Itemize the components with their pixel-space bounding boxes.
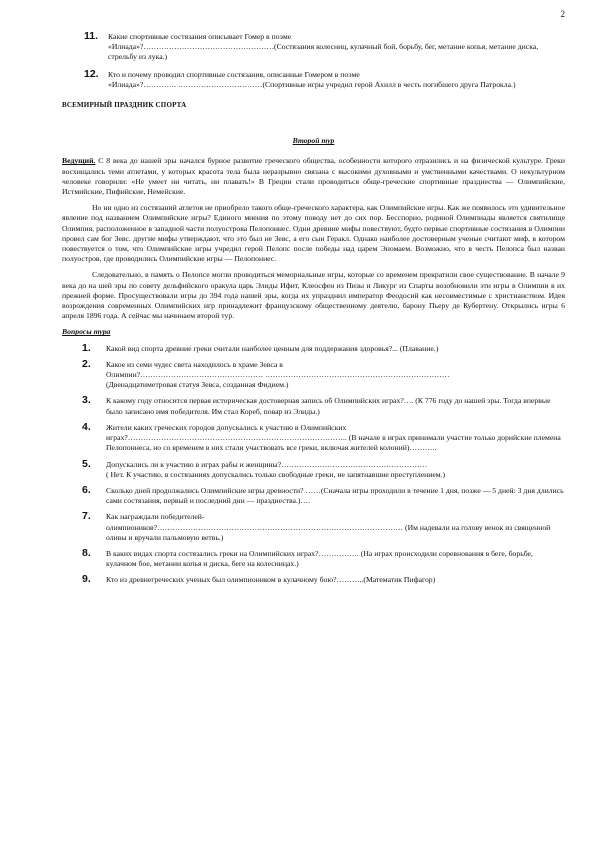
question-line: «Илиада»?…………. ……………………………(Спортивные игры учредил герой Ахилл в честь погибшего друга Патрокла.) xyxy=(108,79,516,89)
question-item xyxy=(82,512,565,543)
question-item xyxy=(84,32,565,63)
question-item xyxy=(82,483,565,506)
question-list xyxy=(82,341,565,586)
question-line: Сколько дней продолжались Олимпийские игры древности? ……(Сначала игры проходили в течение 1 дня, позже — 5 дней: 3 дня длились сами состязания, первый и последний дни — празднества.)…. xyxy=(106,485,564,506)
question-number: 8. xyxy=(82,546,91,559)
question-line: Какие спортивные состязания описывает Гомер в поэме xyxy=(108,32,292,41)
question-line: Какое из семи чудес света находилось в храме Зевса в xyxy=(106,359,283,369)
question-item xyxy=(82,575,565,585)
question-number: 1. xyxy=(82,341,91,354)
top-question-list xyxy=(62,32,565,90)
question-line: Кто и почему проводил спортивные состязания, описанные Гомером в поэме xyxy=(108,69,360,79)
question-item xyxy=(82,341,565,354)
question-number: 2. xyxy=(82,357,91,370)
question-number: 3. xyxy=(82,394,91,407)
question-number: 7. xyxy=(82,510,91,523)
question-line: олимпиоников?…………………………………………………………………………………… (Им надевали на голову венок из священной оливы и вручали пальмовую ветвь.) xyxy=(106,522,551,542)
question-line: Какой вид спорта древние греки считали наиболее ценным для поддержания здоровья?... (Плавание.) xyxy=(106,343,439,353)
question-number: 5. xyxy=(82,457,91,470)
question-line: Как награждали победителей- xyxy=(106,512,205,522)
questions-heading: Вопросы тура xyxy=(62,327,111,337)
question-line: Кто из древнегреческих ученых был олимпиоником в кулачному бою?………..(Математик Пифагор) xyxy=(106,575,436,585)
paragraph xyxy=(62,156,565,197)
question-item xyxy=(82,396,565,416)
question-line: В каких видах спорта состязались греки на Олимпийских играх?……………. (На играх происходили соревнования в беге, борьбе, кулачном бое, метании копья и диска, беге на колесницах.) xyxy=(106,548,533,569)
lead-label: Ведущий. xyxy=(62,156,96,166)
question-line: «Илиада»?……………………………………………(Состязания колесниц, кулачный бой, борьбу, бег, метание копья, метание диска, стрельбу из лука.) xyxy=(108,42,539,62)
paragraph: Следовательно, в память о Пелопсе могли проводиться мемориальные игры, которые со временем прекратили свое существование. В начале 9 века до на шей эры по совету дельфийского оракула царь Элиды Ифит, Клеосфен из Пизы и Ликург из Спарты возобновили эти игры в Олимпии в их прежней форме. Просуществовали игры до 394 года нашей эры, когда их упразднил император Феодосий как несовместимые с христианством. Идея возрождения современных Олимпийских игр принадлежит французскому общественному деятелю, барону Пьеру де Кубертену. Открылись игры 6 апреля 1896 года. А сейчас мы начинаем второй тур. xyxy=(62,270,565,321)
question-item xyxy=(82,546,565,569)
question-line: Допускались ли к участию в играх рабы и женщины?………………………………………………… xyxy=(106,459,428,469)
question-line: К какому году относится первая историческая достоверная запись об Олимпийских играх?…. (К 776 году до нашей эры. Тогда впервые было записано имя победителя. Им стал Кореб, повар из Элиды.) xyxy=(106,396,551,416)
question-number: 11. xyxy=(84,30,99,42)
question-number: 12. xyxy=(84,67,99,80)
question-number: 4. xyxy=(82,420,91,433)
section-heading: ВСЕМИРНЫЙ ПРАЗДНИК СПОРТА xyxy=(62,101,187,110)
question-number: 9. xyxy=(82,573,91,586)
question-line: Олимпии?………………………………………… ……………………………………………………………… xyxy=(106,370,450,380)
question-line: играх?………………………………………………………………………….. (В начале в играх принимали участие только дорийские племена Пелопоннеса, но со временем в них стали участвовать все греки, включая жителей колоний)……….. xyxy=(106,433,561,453)
paragraph-text: С 8 века до нашей эры начался бурное развитие греческого общества, особенности которого отразились и на физической культуре. Греки восхищались теми атлетами, у которых красота тела была неразрывно связана с высокими духовными и умственными качествами. О некультурном человеке говорили: «Не умеет ни читать, ни плавать!» В Греции стали проводиться обще-греческие спортивные празднества — Олимпийские, Истмийские, Пифийские, Немейские. xyxy=(62,156,565,197)
question-item xyxy=(82,420,565,454)
paragraph: Но ни одно из состязаний атлетов не приобрело такого обще-греческого характера, как Олимпийские игры. Как же появилось это удивительное явление под названием Олимпийские игры? Единого мнения по этому поводу нет до сих пор. Бесспорно, родиной Олимпиады является святилище Олимпия, расположенное в западной части полуострова Пелопоннес. Одни древние мифы повествуют, будто первые спортивные состязания в Олимпии провел сам бог Зевс. другие мифы утверждают, что это был не Зевс, а его сын Геракл. Однако наиболее достоверным ученые считают миф, в котором повествуется о том, что Олимпийские игры учредил герой Пелопс после победы над царем Эномаем. Возможно, что в честь Пелопса был назван полуостров, где проводились Олимпийские игры — Пелопоннес. xyxy=(62,203,565,264)
tour-title: Второй тур xyxy=(292,136,335,146)
question-line: ( Нет. К участию, в состязаниях допускались только свободные греки, не запятнавшие преступлением.) xyxy=(106,469,446,479)
page-number: 2 xyxy=(560,9,565,19)
document-body xyxy=(62,32,565,592)
question-item xyxy=(82,457,565,480)
question-line: (Двенадцатиметровая статуя Зевса, созданная Фидием.) xyxy=(106,380,289,390)
question-item xyxy=(82,357,565,391)
question-number: 6. xyxy=(82,483,91,496)
question-line: Жители каких греческих городов допускались к участию в Олимпийских xyxy=(106,422,347,432)
question-item xyxy=(84,67,565,90)
